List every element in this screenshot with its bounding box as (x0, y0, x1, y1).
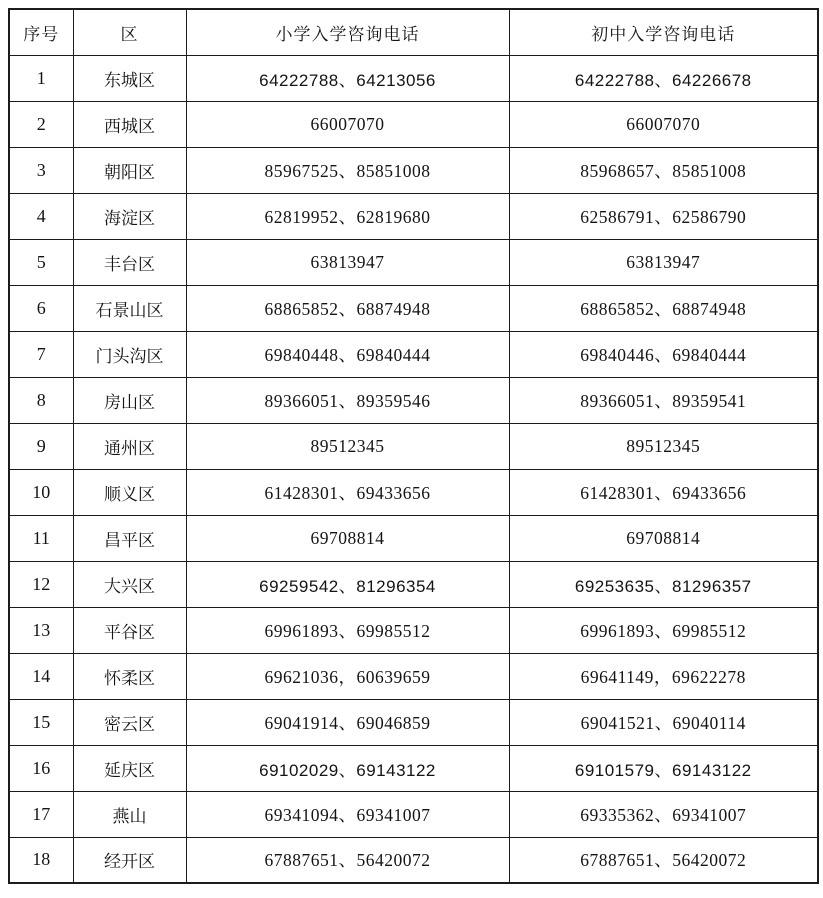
table-row (9, 515, 818, 561)
row-number-cell: 9 (9, 423, 73, 469)
district-cell: 经开区 (73, 837, 186, 883)
primary-phone-cell: 89366051、89359546 (186, 377, 509, 423)
district-cell: 燕山 (73, 791, 186, 837)
district-cell: 东城区 (73, 55, 186, 101)
row-number-cell: 8 (9, 377, 73, 423)
row-number-cell: 18 (9, 837, 73, 883)
table-row (9, 147, 818, 193)
primary-phone-cell: 69259542、81296354 (186, 561, 509, 607)
row-number-cell: 2 (9, 101, 73, 147)
row-number-cell: 15 (9, 699, 73, 745)
row-number-cell: 11 (9, 515, 73, 561)
primary-phone-cell: 61428301、69433656 (186, 469, 509, 515)
primary-phone-cell: 63813947 (186, 239, 509, 285)
district-cell: 朝阳区 (73, 147, 186, 193)
row-number-cell: 17 (9, 791, 73, 837)
table-row (9, 561, 818, 607)
district-cell: 通州区 (73, 423, 186, 469)
district-cell: 大兴区 (73, 561, 186, 607)
table-body (9, 55, 818, 883)
row-number-cell: 10 (9, 469, 73, 515)
district-cell: 平谷区 (73, 607, 186, 653)
district-cell: 房山区 (73, 377, 186, 423)
middle-phone-cell: 69961893、69985512 (509, 607, 818, 653)
middle-phone-cell: 89512345 (509, 423, 818, 469)
district-cell: 昌平区 (73, 515, 186, 561)
district-cell: 石景山区 (73, 285, 186, 331)
primary-phone-cell: 69041914、69046859 (186, 699, 509, 745)
primary-phone-cell: 89512345 (186, 423, 509, 469)
row-number-cell: 4 (9, 193, 73, 239)
header-primary-phone: 小学入学咨询电话 (186, 9, 509, 55)
middle-phone-cell: 69041521、69040114 (509, 699, 818, 745)
header-district: 区 (73, 9, 186, 55)
primary-phone-cell: 67887651、56420072 (186, 837, 509, 883)
row-number-cell: 5 (9, 239, 73, 285)
middle-phone-cell: 67887651、56420072 (509, 837, 818, 883)
table-row (9, 331, 818, 377)
primary-phone-cell: 62819952、62819680 (186, 193, 509, 239)
row-number-cell: 6 (9, 285, 73, 331)
primary-phone-cell: 69341094、69341007 (186, 791, 509, 837)
middle-phone-cell: 69253635、81296357 (509, 561, 818, 607)
table-row (9, 791, 818, 837)
header-middle-phone: 初中入学咨询电话 (509, 9, 818, 55)
middle-phone-cell: 66007070 (509, 101, 818, 147)
district-cell: 怀柔区 (73, 653, 186, 699)
table-row (9, 193, 818, 239)
table-row (9, 469, 818, 515)
table-row (9, 55, 818, 101)
middle-phone-cell: 69840446、69840444 (509, 331, 818, 377)
primary-phone-cell: 68865852、68874948 (186, 285, 509, 331)
middle-phone-cell: 85968657、85851008 (509, 147, 818, 193)
row-number-cell: 16 (9, 745, 73, 791)
district-cell: 门头沟区 (73, 331, 186, 377)
table-row (9, 607, 818, 653)
district-cell: 密云区 (73, 699, 186, 745)
primary-phone-cell: 64222788、64213056 (186, 55, 509, 101)
row-number-cell: 1 (9, 55, 73, 101)
table-row (9, 101, 818, 147)
table-row (9, 239, 818, 285)
table-row (9, 699, 818, 745)
middle-phone-cell: 61428301、69433656 (509, 469, 818, 515)
district-cell: 西城区 (73, 101, 186, 147)
primary-phone-cell: 85967525、85851008 (186, 147, 509, 193)
middle-phone-cell: 68865852、68874948 (509, 285, 818, 331)
primary-phone-cell: 69961893、69985512 (186, 607, 509, 653)
primary-phone-cell: 66007070 (186, 101, 509, 147)
row-number-cell: 3 (9, 147, 73, 193)
row-number-cell: 7 (9, 331, 73, 377)
table-row (9, 285, 818, 331)
middle-phone-cell: 63813947 (509, 239, 818, 285)
table-row (9, 377, 818, 423)
middle-phone-cell: 89366051、89359541 (509, 377, 818, 423)
middle-phone-cell: 69641149，69622278 (509, 653, 818, 699)
table-row (9, 423, 818, 469)
middle-phone-cell: 64222788、64226678 (509, 55, 818, 101)
middle-phone-cell: 69708814 (509, 515, 818, 561)
enrollment-phone-table (8, 8, 819, 884)
primary-phone-cell: 69621036，60639659 (186, 653, 509, 699)
row-number-cell: 14 (9, 653, 73, 699)
primary-phone-cell: 69840448、69840444 (186, 331, 509, 377)
primary-phone-cell: 69102029、69143122 (186, 745, 509, 791)
table-row (9, 837, 818, 883)
district-cell: 延庆区 (73, 745, 186, 791)
district-cell: 顺义区 (73, 469, 186, 515)
district-cell: 丰台区 (73, 239, 186, 285)
middle-phone-cell: 69101579、69143122 (509, 745, 818, 791)
district-cell: 海淀区 (73, 193, 186, 239)
table-row (9, 745, 818, 791)
middle-phone-cell: 62586791、62586790 (509, 193, 818, 239)
table-row (9, 653, 818, 699)
row-number-cell: 13 (9, 607, 73, 653)
primary-phone-cell: 69708814 (186, 515, 509, 561)
middle-phone-cell: 69335362、69341007 (509, 791, 818, 837)
header-index: 序号 (9, 9, 73, 55)
row-number-cell: 12 (9, 561, 73, 607)
table-header-row (9, 9, 818, 55)
